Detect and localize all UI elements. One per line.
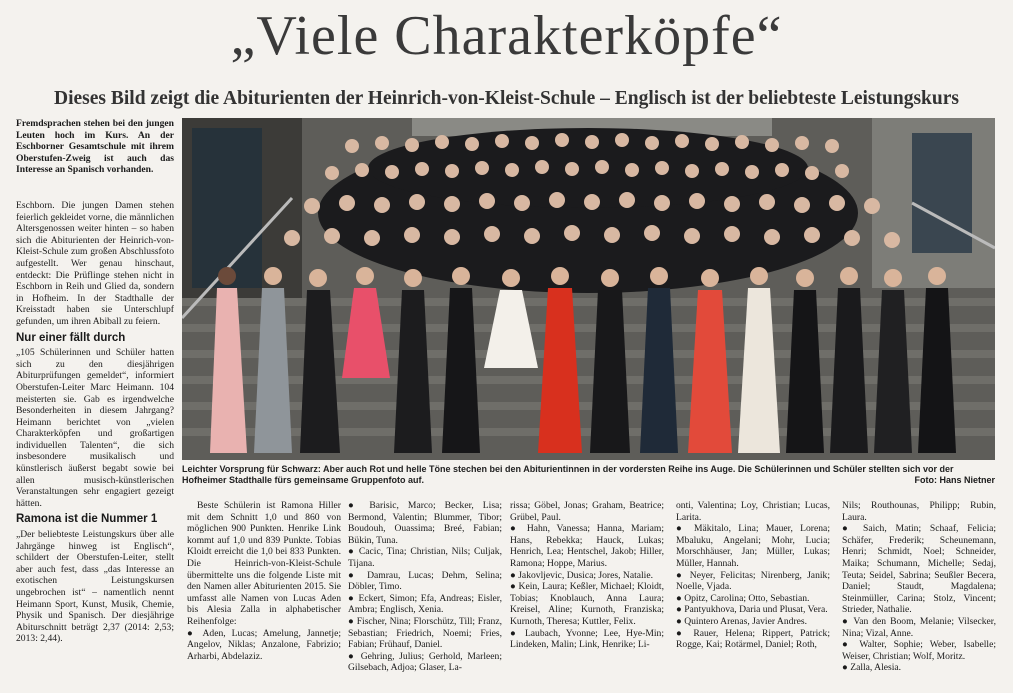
list-item: ● Rauer, Helena; Rippert, Patrick; Rogge, Kai; Rotärmel, Daniel; Roth, [676,628,830,651]
list-item: ● Pantyukhova, Daria und Plusat, Vera. [676,604,830,616]
left-column [16,200,174,647]
list-item: ● Zalla, Alesia. [842,662,996,674]
list-item: ● Jakovljevic, Dusica; Jores, Natalie. [510,570,664,582]
list-item: ● Damrau, Lucas; Dehm, Selina; Döbler, Timo. [348,570,502,593]
names-column-2 [348,500,502,674]
list-item: ● Hahn, Vanessa; Hanna, Mariam; Hans, Rebekka; Hauck, Lukas; Henrich, Lea; Hentschel, Jakob; Hiller, Ramona; Hoppe, Marius. [510,523,664,569]
best-student-text: Beste Schülerin ist Ramona Hiller mit dem Schnitt 1,0 und 860 von möglichen 900 Punkten. Henrike Link kommt auf 1,0 und 839 Punkte. Tobias Kloidt erreicht die 1,0 bei 833 Punkten. Die Heinrich-von-Kleist-Schule übermittelte uns die folgende Liste mit den Namen aller Abiturienten 2015. Sie umfasst alle Namen von Lucas Aden bis Alesia Zalla in alphabetischer Reihenfolge: [187,500,341,627]
list-item: ● Mäkitalo, Lina; Mauer, Lorena; Mbaluku, Angelani; Mohr, Lucia; Morschhäuser, Jan; Müller, Lukas; Müller, Hannah. [676,523,830,569]
group-photo [182,118,995,460]
list-item: ● Gehring, Julius; Gerhold, Marleen; Gilsebach, Adjoa; Glaser, La- [348,651,502,674]
subhead: Dieses Bild zeigt die Abiturienten der Heinrich-von-Kleist-Schule – Englisch ist der beliebteste Leistungskurs [54,88,959,109]
list-continuation: Nils; Routhounas, Philipp; Rubin, Laura. [842,500,996,523]
list-item: ● Walter, Sophie; Weber, Isabelle; Weiser, Christian; Wolf, Moritz. [842,639,996,662]
names-column-4 [676,500,830,651]
subheading-nur-einer: Nur einer fällt durch [16,331,126,344]
list-item: ● Cacic, Tina; Christian, Nils; Culjak, Tijana. [348,546,502,569]
names-column-5 [842,500,996,674]
list-item: ● Saich, Matin; Schaaf, Felicia; Schäfer, Frederik; Scheunemann, Henri; Schmidt, Noel; Schneider, Maika; Schumann, Michelle; Sedaj, Teuta; Seidel, Sabrina; Seußler Becera, Daniel; Staudt, Magdalena; Steinmüller, Carina; Stolz, Vincent; Strieder, Nathalie. [842,523,996,616]
list-item: ● Neyer, Felicitas; Nirenberg, Janik; Noelle, Vjada. [676,570,830,593]
list-item: ● Van den Boom, Melanie; Vilsecker, Nina; Vizal, Anne. [842,616,996,639]
names-column-3 [510,500,664,651]
paragraph-schueler: „105 Schülerinnen und Schüler hatten sich zu den diesjährigen Abiturprüfungen gemeldet“, informiert Oberstufen-Leiter Marc Heimann. 104 meisterten sie. Gab es irgendwelche Besonderheiten in diesem Jahrgang? Heimann berichtet von „vielen Charakterköpfen und großartigen individuellen Talenten“, die sich insbesondere musikalisch und künstlerisch äußerst begabt sowie bei allen musisch-künstlerischen Veranstaltungen sehr engagiert gezeigt hätten. [16,347,174,509]
list-item: ● Aden, Lucas; Amelung, Jannetje; Angelov, Niklas; Anzalone, Fabrizio; Arharbi, Abdelaziz. [187,628,341,663]
list-item: ● Eckert, Simon; Efa, Andreas; Eisler, Ambra; Englisch, Xenia. [348,593,502,616]
list-continuation: rissa; Göbel, Jonas; Graham, Beatrice; Grübel, Paul. [510,500,664,523]
subheading-ramona: Ramona ist die Nummer 1 [16,513,158,526]
photo-credit: Foto: Hans Nietner [914,475,995,485]
list-item: ● Barisic, Marco; Becker, Lisa; Bermond, Valentin; Blummer, Tibor; Boudouh, Ouassima; Breé, Fabian; Bükin, Tuna. [348,500,502,546]
headline: „Viele Charakterköpfe“ [230,5,783,67]
paragraph-eschborn: Eschborn. Die jungen Damen stehen feierlich gekleidet vorne, die männlichen Altersgenossen weiter hinten – so haben sich die Abiturienten der Heinrich-von-Kleist-Schule zum großen Abschlussfoto aufgestellt. Wer genau hinschaut, entdeckt: Die Prüflinge stehen nicht in Eschborn in Reih und Glied da, sondern in Hofheim. In der Stadthalle der Kreisstadt haben sie Unterschlupf gefunden, um ihren Abiball zu feiern. [16,200,174,327]
names-column-1 [187,500,341,662]
paragraph-leistungskurs: „Der beliebteste Leistungskurs über alle Jahrgänge hinweg ist Englisch“, schildert der Oberstufen-Leiter, stellt aber auch fest, dass „das Interesse an exotischen Leistungskursen ungebrochen ist“ – namentlich nennt Heimann Sport, Kunst, Musik, Chemie, Physik und Spanisch. Der diesjährige Abiturschnitt beträgt 2,37 (2014: 2,53; 2013: 2,44). [16,529,174,645]
intro-text: Fremdsprachen stehen bei den jungen Leuten hoch im Kurs. An der Eschborner Gesamtschule mit ihrem Oberstufen-Zweig ist auch das Interesse an Spanisch vorhanden. [16,118,174,176]
list-item: ● Kein, Laura; Keßler, Michael; Kloidt, Tobias; Knoblauch, Anna Laura; Kreisel, Aline; Kurnoth, Franziska; Kurnoth, Theresa; Kuttler, Felix. [510,581,664,627]
list-item: ● Quintero Arenas, Javier Andres. [676,616,830,628]
list-item: ● Opitz, Carolina; Otto, Sebastian. [676,593,830,605]
list-item: ● Fischer, Nina; Florschütz, Till; Franz, Sebastian; Friedrich, Noemi; Fries, Fabian; Frühauf, Daniel. [348,616,502,651]
photo-caption: Leichter Vorsprung für Schwarz: Aber auch Rot und helle Töne stechen bei den Abiturientinnen in der vordersten Reihe ins Auge. Die Schülerinnen und Schüler stellten sich vor der Hofheimer Stadthalle fürs gemeinsame Gruppenfoto auf. [182,464,954,485]
list-item: ● Laubach, Yvonne; Lee, Hye-Min; Lindeken, Malin; Link, Henrike; Li- [510,628,664,651]
list-continuation: onti, Valentina; Loy, Christian; Lucas, Larita. [676,500,830,523]
